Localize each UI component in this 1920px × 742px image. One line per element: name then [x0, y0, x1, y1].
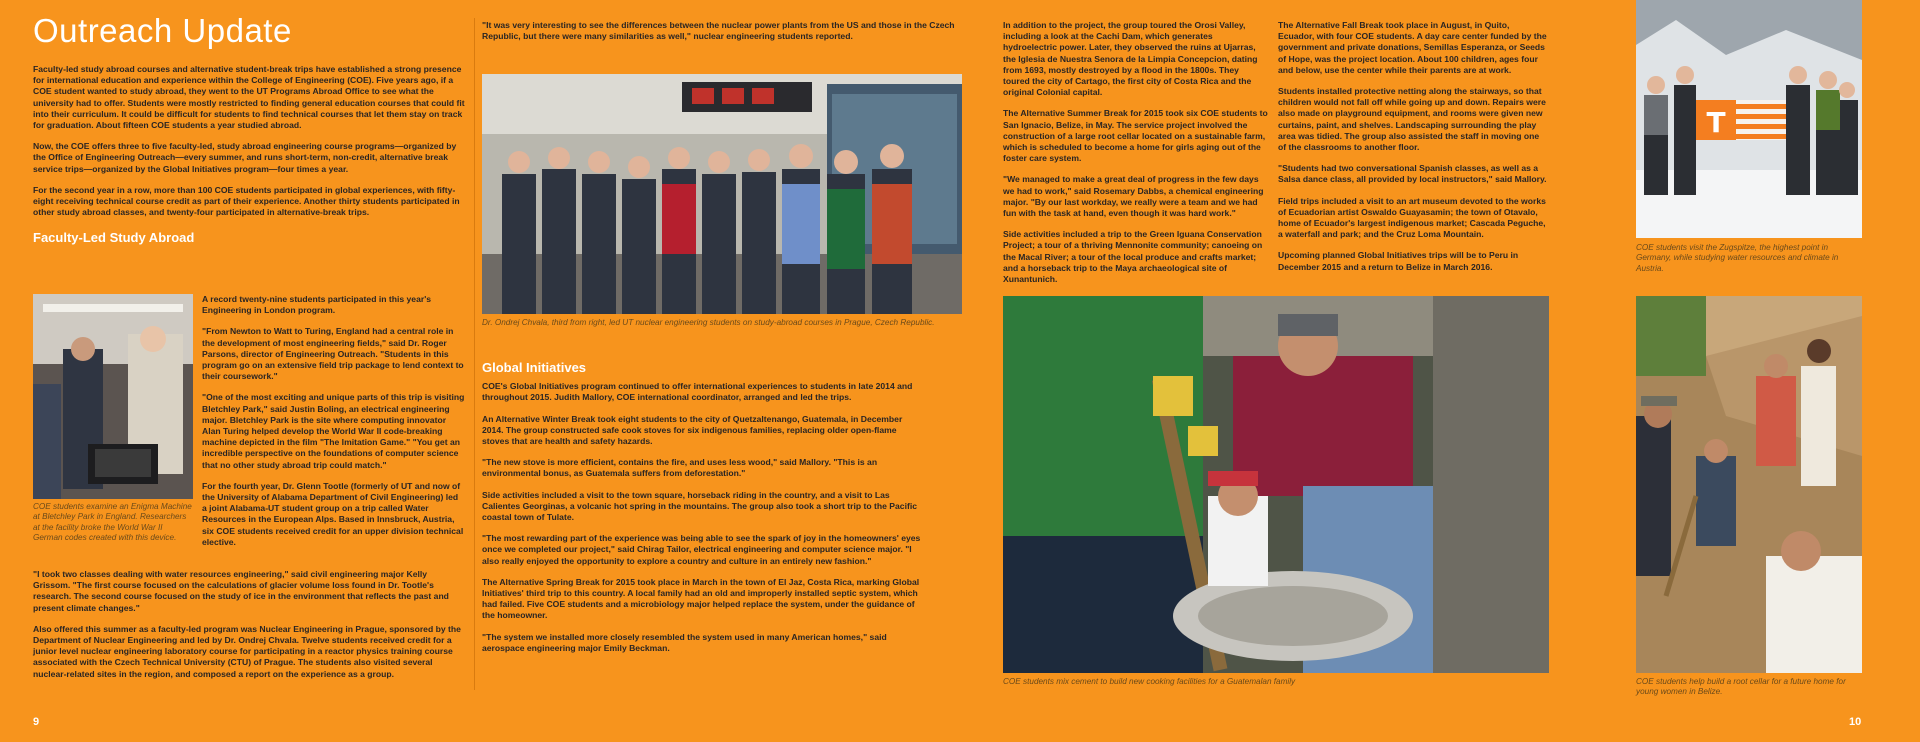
- body-paragraph: A record twenty-nine students participated in this year's Engineering in London program.: [202, 294, 432, 316]
- body-paragraph: "Students had two conversational Spanish classes, as well as a Salsa dance class, all provided by local instructors," said Mallory.: [1278, 163, 1547, 185]
- page-title: Outreach Update: [33, 12, 292, 49]
- body-paragraph: "It was very interesting to see the differences between the nuclear power plants from the US and those in the Czech Republic, but there were many similarities as well," nuclear engineering students reported.: [482, 20, 955, 42]
- body-paragraph: Upcoming planned Global Initiatives trips will be to Peru in December 2015 and a return to Belize in March 2016.: [1278, 250, 1519, 272]
- body-paragraph: Side activities included a trip to the Green Iguana Conservation Project; a tour of a thriving Mennonite community; canoeing on the Macal River; a tour of the local produce and crafts market; and a horseback trip to the Maya archaeological site of Xunantunich.: [1003, 229, 1263, 285]
- quote-column: [482, 20, 962, 52]
- alps-photo: [1636, 0, 1862, 238]
- body-paragraph: Students installed protective netting along the stairways, so that children would not fall off while going up and down. Repairs were also made on playground equipment, and rooms were given new curtains, paint, and shelves. Landscaping surrounding the play area was tidied. The group also assisted the staff in moving one of the classrooms to another floor.: [1278, 86, 1546, 153]
- global-initiatives-column: [482, 362, 922, 664]
- body-paragraph: The Alternative Summer Break for 2015 took six COE students to San Ignacio, Belize, in May. The service project involved the construction of a large root cellar located on a sustainable farm, which is scheduled to become a home for girls aging out of the foster care system.: [1003, 108, 1268, 164]
- intro-paragraph: Now, the COE offers three to five faculty-led, study abroad engineering course programs—organized by the Office of Engineering Outreach—every summer, and runs short-term, non-credit, alternative break service trips—organized by the Global Initiatives program—four times a year.: [33, 141, 457, 174]
- body-paragraph: An Alternative Winter Break took eight students to the city of Quetzaltenango, Guatemala, in December 2014. The group constructed safe cook stoves for six indigenous families, replacing older open-flame stoves that are health and safety hazards.: [482, 413, 903, 447]
- prague-caption: Dr. Ondrej Chvala, third from right, led UT nuclear engineering students on study-abroad courses in Prague, Czech Republic.: [482, 318, 935, 327]
- body-paragraph: The Alternative Spring Break for 2015 took place in March in the town of El Jaz, Costa Rica, marking Global Initiatives' third trip to this country. A local family had an old and improperly installed septic system, which had failed. Five COE students and a microbiology major helped replace the system, under the guidance of the homeowner.: [482, 576, 920, 621]
- right-column-1: [1003, 20, 1268, 295]
- cement-caption: COE students mix cement to build new cooking facilities for a Guatemalan family: [1003, 677, 1296, 686]
- body-paragraph: "I took two classes dealing with water resources engineering," said civil engineering major Kelly Grissom. "The first course focused on the calculations of glacier volume loss found in Dr. Tootle's research. The second course focused on the study of ice in the environment that reflects the past and present climate changes.": [33, 569, 449, 613]
- body-paragraph: "From Newton to Watt to Turing, England had a central role in the development of most engineering fields," said Dr. Roger Parsons, director of Engineering Outreach. "Students in this program go on an extensive field trip package to lend context to their coursework.": [202, 326, 464, 382]
- root-cellar-photo: [1636, 296, 1862, 673]
- section1-bottom-column: [33, 569, 465, 690]
- body-paragraph: "We managed to make a great deal of progress in the few days we had to work," said Rosemary Dabbs, a chemical engineering major. "By our last workday, we really were a team and we had fun with the task at hand, even though it was hard work.": [1003, 174, 1264, 219]
- page-number: 9: [33, 716, 40, 728]
- column-divider: [474, 18, 475, 690]
- body-paragraph: In addition to the project, the group toured the Orosi Valley, including a look at the Cachi Dam, which generates hydroelectric power. Later, they observed the ruins at Ujarras, the Iglesia de Nuestra Senora de la Limpia Concepcion, dating from 1693, mostly destroyed by a flood in the 1800s. They toured the city of Cartago, the first city of Costa Rica and the original Colonial capital.: [1003, 20, 1258, 98]
- enigma-photo: [33, 294, 193, 499]
- body-paragraph: "The new stove is more efficient, contains the fire, and uses less wood," said Mallory. "This is an environmental bonus, as Guatemala suffers from deforestation.": [482, 457, 878, 479]
- section1-side-column: [202, 294, 465, 558]
- alps-caption: COE students visit the Zugspitze, the highest point in Germany, while studying water resources and climate in Austria.: [1636, 243, 1839, 273]
- intro-paragraph: For the second year in a row, more than 100 COE students participated in global experiences, with fifty-eight receiving technical course credit as part of their experience. Another thirty students participated in other study abroad classes, and twenty-four participated in alternative-break trips.: [33, 184, 460, 218]
- root-cellar-caption: COE students help build a root cellar for a future home for young women in Belize.: [1636, 677, 1846, 697]
- page-number: 10: [1849, 716, 1862, 728]
- right-page: [960, 0, 1920, 742]
- body-paragraph: "The system we installed more closely resembled the system used in many American homes," said aerospace engineering major Emily Beckman.: [482, 631, 887, 653]
- body-paragraph: "One of the most exciting and unique parts of this trip is visiting Bletchley Park," said Justin Boling, an electrical engineering major. Bletchley Park is the site where computing innovator Alan Turing helped develop the World War II code-breaking machine depicted in the film "The Imitation Game." "You get an incredible perspective on the foundations of computer science that no other study abroad trip could match.": [202, 392, 465, 470]
- cement-photo: [1003, 296, 1549, 673]
- body-paragraph: The Alternative Fall Break took place in August, in Quito, Ecuador, with four COE students. A day care center funded by the government and private donations, Semillas Esperanza, or Seeds of Hope, was the project location. About 100 children, ages four and below, use the center while their parents are at work.: [1278, 20, 1547, 75]
- enigma-caption: COE students examine an Enigma Machine at Bletchley Park in England. Researchers at the facility broke the World War II German codes created with this device.: [33, 502, 192, 543]
- body-paragraph: Side activities included a visit to the town square, horseback riding in the country, and a visit to Las Calientes Georginas, a volcanic hot spring in the mountains. The group also took a short trip to the Pacific coastal town of Tulate.: [482, 489, 918, 523]
- body-paragraph: Also offered this summer as a faculty-led program was Nuclear Engineering in Prague, sponsored by the Department of Nuclear Engineering and led by Dr. Ondrej Chvala. Twelve students received credit for a junior level nuclear engineering laboratory course for participating in a reactor physics training course associated with the Czech Technical University (CTU) of Prague. The students also visited several nuclear-related sites in the region, and composed a report on the experience as a group.: [33, 623, 461, 679]
- right-column-2: [1278, 20, 1548, 283]
- body-paragraph: Field trips included a visit to an art museum devoted to the works of Ecuadorian artist Oswaldo Guayasamin; the town of Otavalo, home of Ecuador's largest indigenous market; Cascada Peguche, a waterfall and park; and the Cruz Loma Mountain.: [1278, 195, 1546, 240]
- section-heading: Global Initiatives: [482, 360, 587, 375]
- flag-letter-mark: T: [1706, 106, 1726, 139]
- prague-group-photo: [482, 74, 962, 314]
- intro-paragraph: Faculty-led study abroad courses and alternative student-break trips have established a strong presence for international education and experience within the College of Engineering (COE). Five years ago, if a COE student wanted to study abroad, they went to the UT Programs Abroad Office to see what the university had to offer. Students were mostly restricted to finding general education courses that could fit into their curriculum. It could be difficult for students to find technical courses that let them stay on track for graduation. About fifteen COE students a year studied abroad.: [33, 64, 465, 131]
- section-heading: Faculty-Led Study Abroad: [33, 230, 195, 246]
- body-paragraph: For the fourth year, Dr. Glenn Tootle (formerly of UT and now of the University of Alabama Department of Civil Engineering) led a joint Alabama-UT student group on a trip called Water Resources in the European Alps. Based in Innsbruck, Austria, six COE students received credit for an upper division technical elective.: [202, 480, 464, 547]
- body-paragraph: COE's Global Initiatives program continued to offer international experiences to students in late 2014 and throughout 2015. Judith Mallory, COE international coordinator, arranged and led the trips.: [482, 381, 913, 403]
- body-paragraph: "The most rewarding part of the experience was being able to see the spark of joy in the homeowners' eyes once we completed our project," said Chirag Tailor, electrical engineering and computer science major. "I also really enjoyed the opportunity to explore a country and culture in an entirely new fashion.": [482, 533, 921, 566]
- intro-column: [33, 64, 465, 252]
